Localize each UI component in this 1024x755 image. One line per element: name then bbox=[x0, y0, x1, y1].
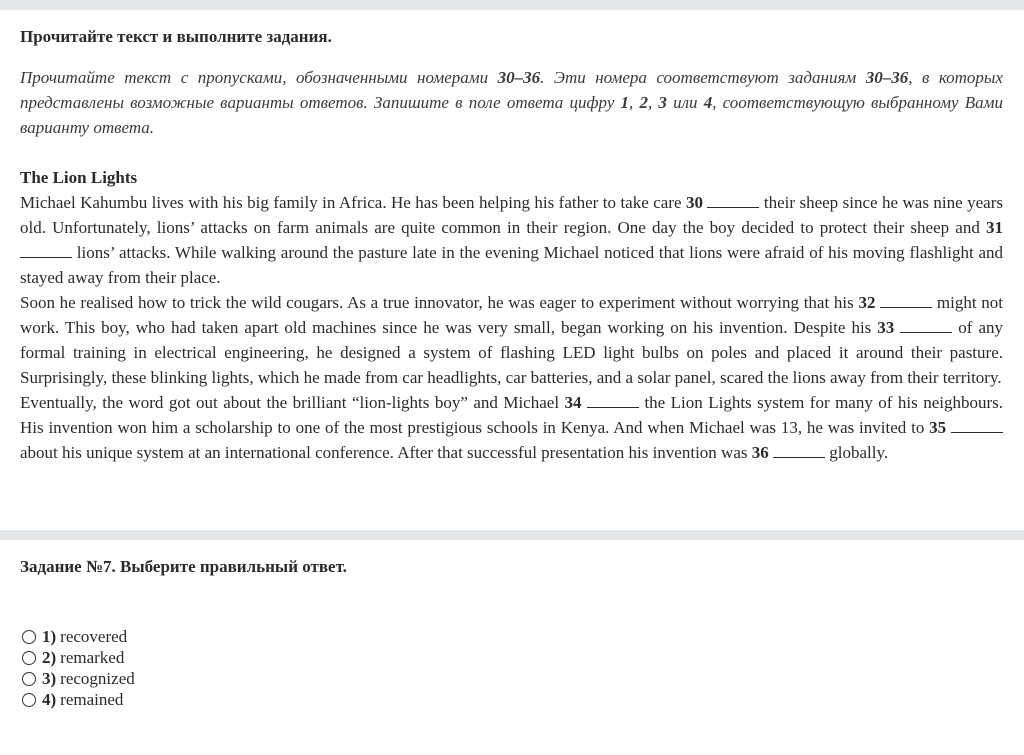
reading-text bbox=[20, 165, 1003, 465]
instructions-digit: 2 bbox=[639, 93, 648, 112]
option-2[interactable] bbox=[20, 647, 135, 668]
gap-number-32: 32 bbox=[858, 293, 876, 312]
text-segment: the Lion Lights system for many of his neighbours. His invention won him a scholarship to one of the most prestigious schools in Kenya. And when Michael was 13, he was invited to bbox=[20, 393, 1004, 437]
text-segment: globally. bbox=[825, 443, 889, 462]
instructions-part: . Эти номера соответствуют заданиям bbox=[540, 68, 866, 87]
instructions-digit: 1 bbox=[620, 93, 630, 112]
text-segment: Soon he realised how to trick the wild cougars. As a true innovator, he was eager to experiment without worrying that his bbox=[20, 293, 859, 312]
instructions-part: , соответствующую выбранному Вами варианту ответа. bbox=[20, 93, 1004, 137]
option-number: 1) bbox=[42, 627, 57, 646]
option-4[interactable] bbox=[20, 689, 135, 710]
option-number: 2) bbox=[42, 648, 57, 667]
text-paragraph-3 bbox=[20, 390, 1003, 465]
gap-blank-32 bbox=[880, 294, 932, 308]
instructions-text bbox=[20, 65, 1003, 140]
text-segment: might not work. This boy, who had taken apart old machines since he was very small, began working on his invention. Despite his bbox=[20, 293, 1004, 337]
gap-blank-35 bbox=[951, 419, 1003, 433]
instructions-digit: 3 bbox=[658, 93, 667, 112]
text-segment: Michael Kahumbu lives with his big family in Africa. He has been helping his father to take care bbox=[20, 193, 686, 212]
instructions-range: 30–36 bbox=[497, 68, 541, 87]
gap-number-34: 34 bbox=[564, 393, 582, 412]
option-number: 4) bbox=[42, 690, 57, 709]
gap-number-33: 33 bbox=[877, 318, 895, 337]
text-segment: of any formal training in electrical engineering, he designed a system of flashing LED light bulbs on poles and placed it around their pasture. Surprisingly, these blinking lights, which he made from car headlights, car batteries, and a solar panel, scared the lions away from their territory. bbox=[20, 318, 1003, 387]
task-heading: Задание №7. Выберите правильный ответ. bbox=[20, 557, 347, 576]
gap-blank-34 bbox=[587, 394, 639, 408]
instruction-heading: Прочитайте текст и выполните задания. bbox=[20, 27, 332, 46]
instructions-sep: , bbox=[647, 93, 659, 112]
text-paragraph-2 bbox=[20, 290, 1003, 390]
gap-number-36: 36 bbox=[751, 443, 769, 462]
section-divider bbox=[0, 530, 1024, 540]
answer-options bbox=[20, 626, 135, 710]
option-label: recovered bbox=[60, 627, 128, 646]
text-title: The Lion Lights bbox=[20, 168, 138, 187]
instructions-part: Прочитайте текст с пропусками, обозначенными номерами bbox=[20, 68, 498, 87]
text-segment: lions’ attacks. While walking around the pasture late in the evening Michael noticed that lions were afraid of his moving flashlight and stayed away from their place. bbox=[20, 243, 1003, 287]
instructions-sep: или bbox=[666, 93, 704, 112]
gap-blank-36 bbox=[773, 444, 825, 458]
option-1[interactable] bbox=[20, 626, 135, 647]
gap-number-30: 30 bbox=[685, 193, 703, 212]
gap-number-31: 31 bbox=[986, 218, 1003, 237]
instructions-part: , в которых представлены возможные варианты ответов. Запишите в поле ответа цифру bbox=[20, 68, 1003, 112]
radio-button-3[interactable] bbox=[22, 672, 36, 686]
text-segment: Eventually, the word got out about the brilliant “lion-lights boy” and Michael bbox=[20, 393, 565, 412]
gap-blank-33 bbox=[900, 319, 952, 333]
gap-blank-31 bbox=[20, 244, 72, 258]
gap-number-35: 35 bbox=[929, 418, 947, 437]
instructions-sep: , bbox=[629, 93, 640, 112]
option-label: remarked bbox=[60, 648, 125, 667]
radio-button-1[interactable] bbox=[22, 630, 36, 644]
top-divider bbox=[0, 0, 1024, 10]
text-segment: about his unique system at an international conference. After that successful presentation his invention was bbox=[20, 443, 752, 462]
radio-button-2[interactable] bbox=[22, 651, 36, 665]
option-label: remained bbox=[60, 690, 124, 709]
text-paragraph-1 bbox=[20, 190, 1003, 290]
radio-button-4[interactable] bbox=[22, 693, 36, 707]
gap-blank-30 bbox=[707, 194, 759, 208]
option-label: recognized bbox=[60, 669, 135, 688]
option-number: 3) bbox=[42, 669, 57, 688]
instructions-digit: 4 bbox=[703, 93, 713, 112]
option-3[interactable] bbox=[20, 668, 135, 689]
instructions-range: 30–36 bbox=[865, 68, 909, 87]
text-segment: their sheep since he was nine years old. Unfortunately, lions’ attacks on farm animals are quite common in their region. One day the boy decided to protect their sheep and bbox=[20, 193, 1003, 237]
